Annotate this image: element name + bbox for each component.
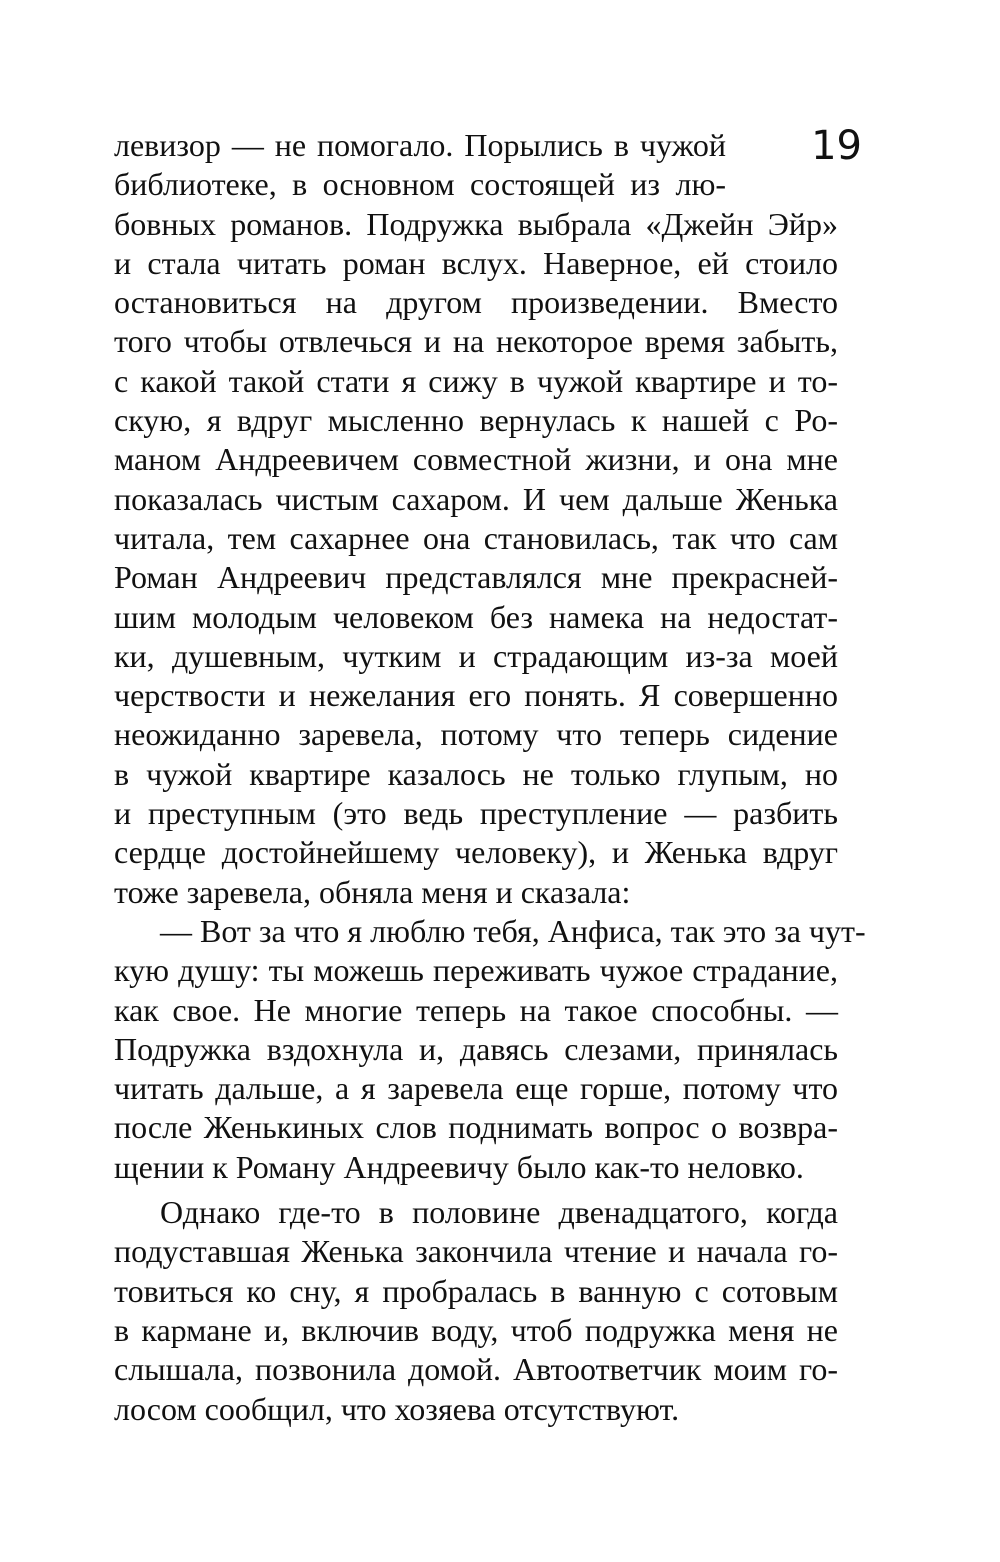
- text-line: читать дальше, а я заревела еще горше, потому что: [114, 1070, 838, 1107]
- text-line: в кармане и, включив воду, чтоб подружка меня не: [114, 1311, 838, 1348]
- text-line: черствости и нежелания его понять. Я совершенно: [114, 677, 838, 714]
- text-line: шим молодым человеком без намека на недостат-: [114, 598, 838, 635]
- text-line: — Вот за что я люблю тебя, Анфиса, так это за чут-: [160, 912, 866, 949]
- page-number: 19: [811, 123, 862, 169]
- text-line: слышала, позвонила домой. Автоответчик моим го-: [114, 1351, 838, 1388]
- text-line: левизор — не помогало. Порылись в чужой: [114, 127, 726, 163]
- text-line: ки, душевным, чутким и страдающим из-за моей: [114, 637, 838, 674]
- text-line: Подружка вздохнула и, давясь слезами, принялась: [114, 1030, 838, 1067]
- text-line: Роман Андреевич представлялся мне прекрасней-: [114, 559, 838, 596]
- text-line: в чужой квартире казалось не только глупым, но: [114, 755, 838, 792]
- text-line: как свое. Не многие теперь на такое способны. —: [114, 991, 838, 1028]
- text-line: маном Андреевичем совместной жизни, и она мне: [114, 441, 838, 478]
- text-line: щении к Роману Андреевичу было как-то неловко.: [114, 1148, 804, 1185]
- text-line: бовных романов. Подружка выбрала «Джейн Эйр»: [114, 205, 838, 242]
- text-line: сердце достойнейшему человеку), и Женька вдруг: [114, 834, 838, 871]
- text-line: и стала читать роман вслух. Наверное, ей стоило: [114, 244, 838, 281]
- text-line: подуставшая Женька закончила чтение и начала го-: [114, 1233, 838, 1270]
- text-line: тоже заревела, обняла меня и сказала:: [114, 873, 631, 910]
- text-line: читала, тем сахарнее она становилась, так что сам: [114, 519, 838, 556]
- text-line: библиотеке, в основном состоящей из лю-: [114, 166, 726, 203]
- text-line: кую душу: ты можешь переживать чужое страдание,: [114, 952, 838, 989]
- text-line: Однако где-то в половине двенадцатого, когда: [160, 1194, 838, 1231]
- text-line: показалась чистым сахаром. И чем дальше Женька: [114, 480, 838, 517]
- text-line: лосом сообщил, что хозяева отсутствуют.: [114, 1390, 680, 1427]
- text-line: с какой такой стати я сижу в чужой квартире и то-: [114, 362, 838, 399]
- text-line: после Женькиных слов поднимать вопрос о возвра-: [114, 1109, 838, 1146]
- text-line: товиться ко сну, я пробралась в ванную с сотовым: [114, 1272, 838, 1309]
- text-line: неожиданно заревела, потому что теперь сидение: [114, 716, 838, 753]
- text-line: и преступным (это ведь преступление — разбить: [114, 795, 838, 832]
- text-line: остановиться на другом произведении. Вместо: [114, 284, 838, 321]
- text-line: скую, я вдруг мысленно вернулась к нашей с Ро-: [114, 402, 838, 439]
- text-line: того чтобы отвлечься и на некоторое время забыть,: [114, 323, 838, 360]
